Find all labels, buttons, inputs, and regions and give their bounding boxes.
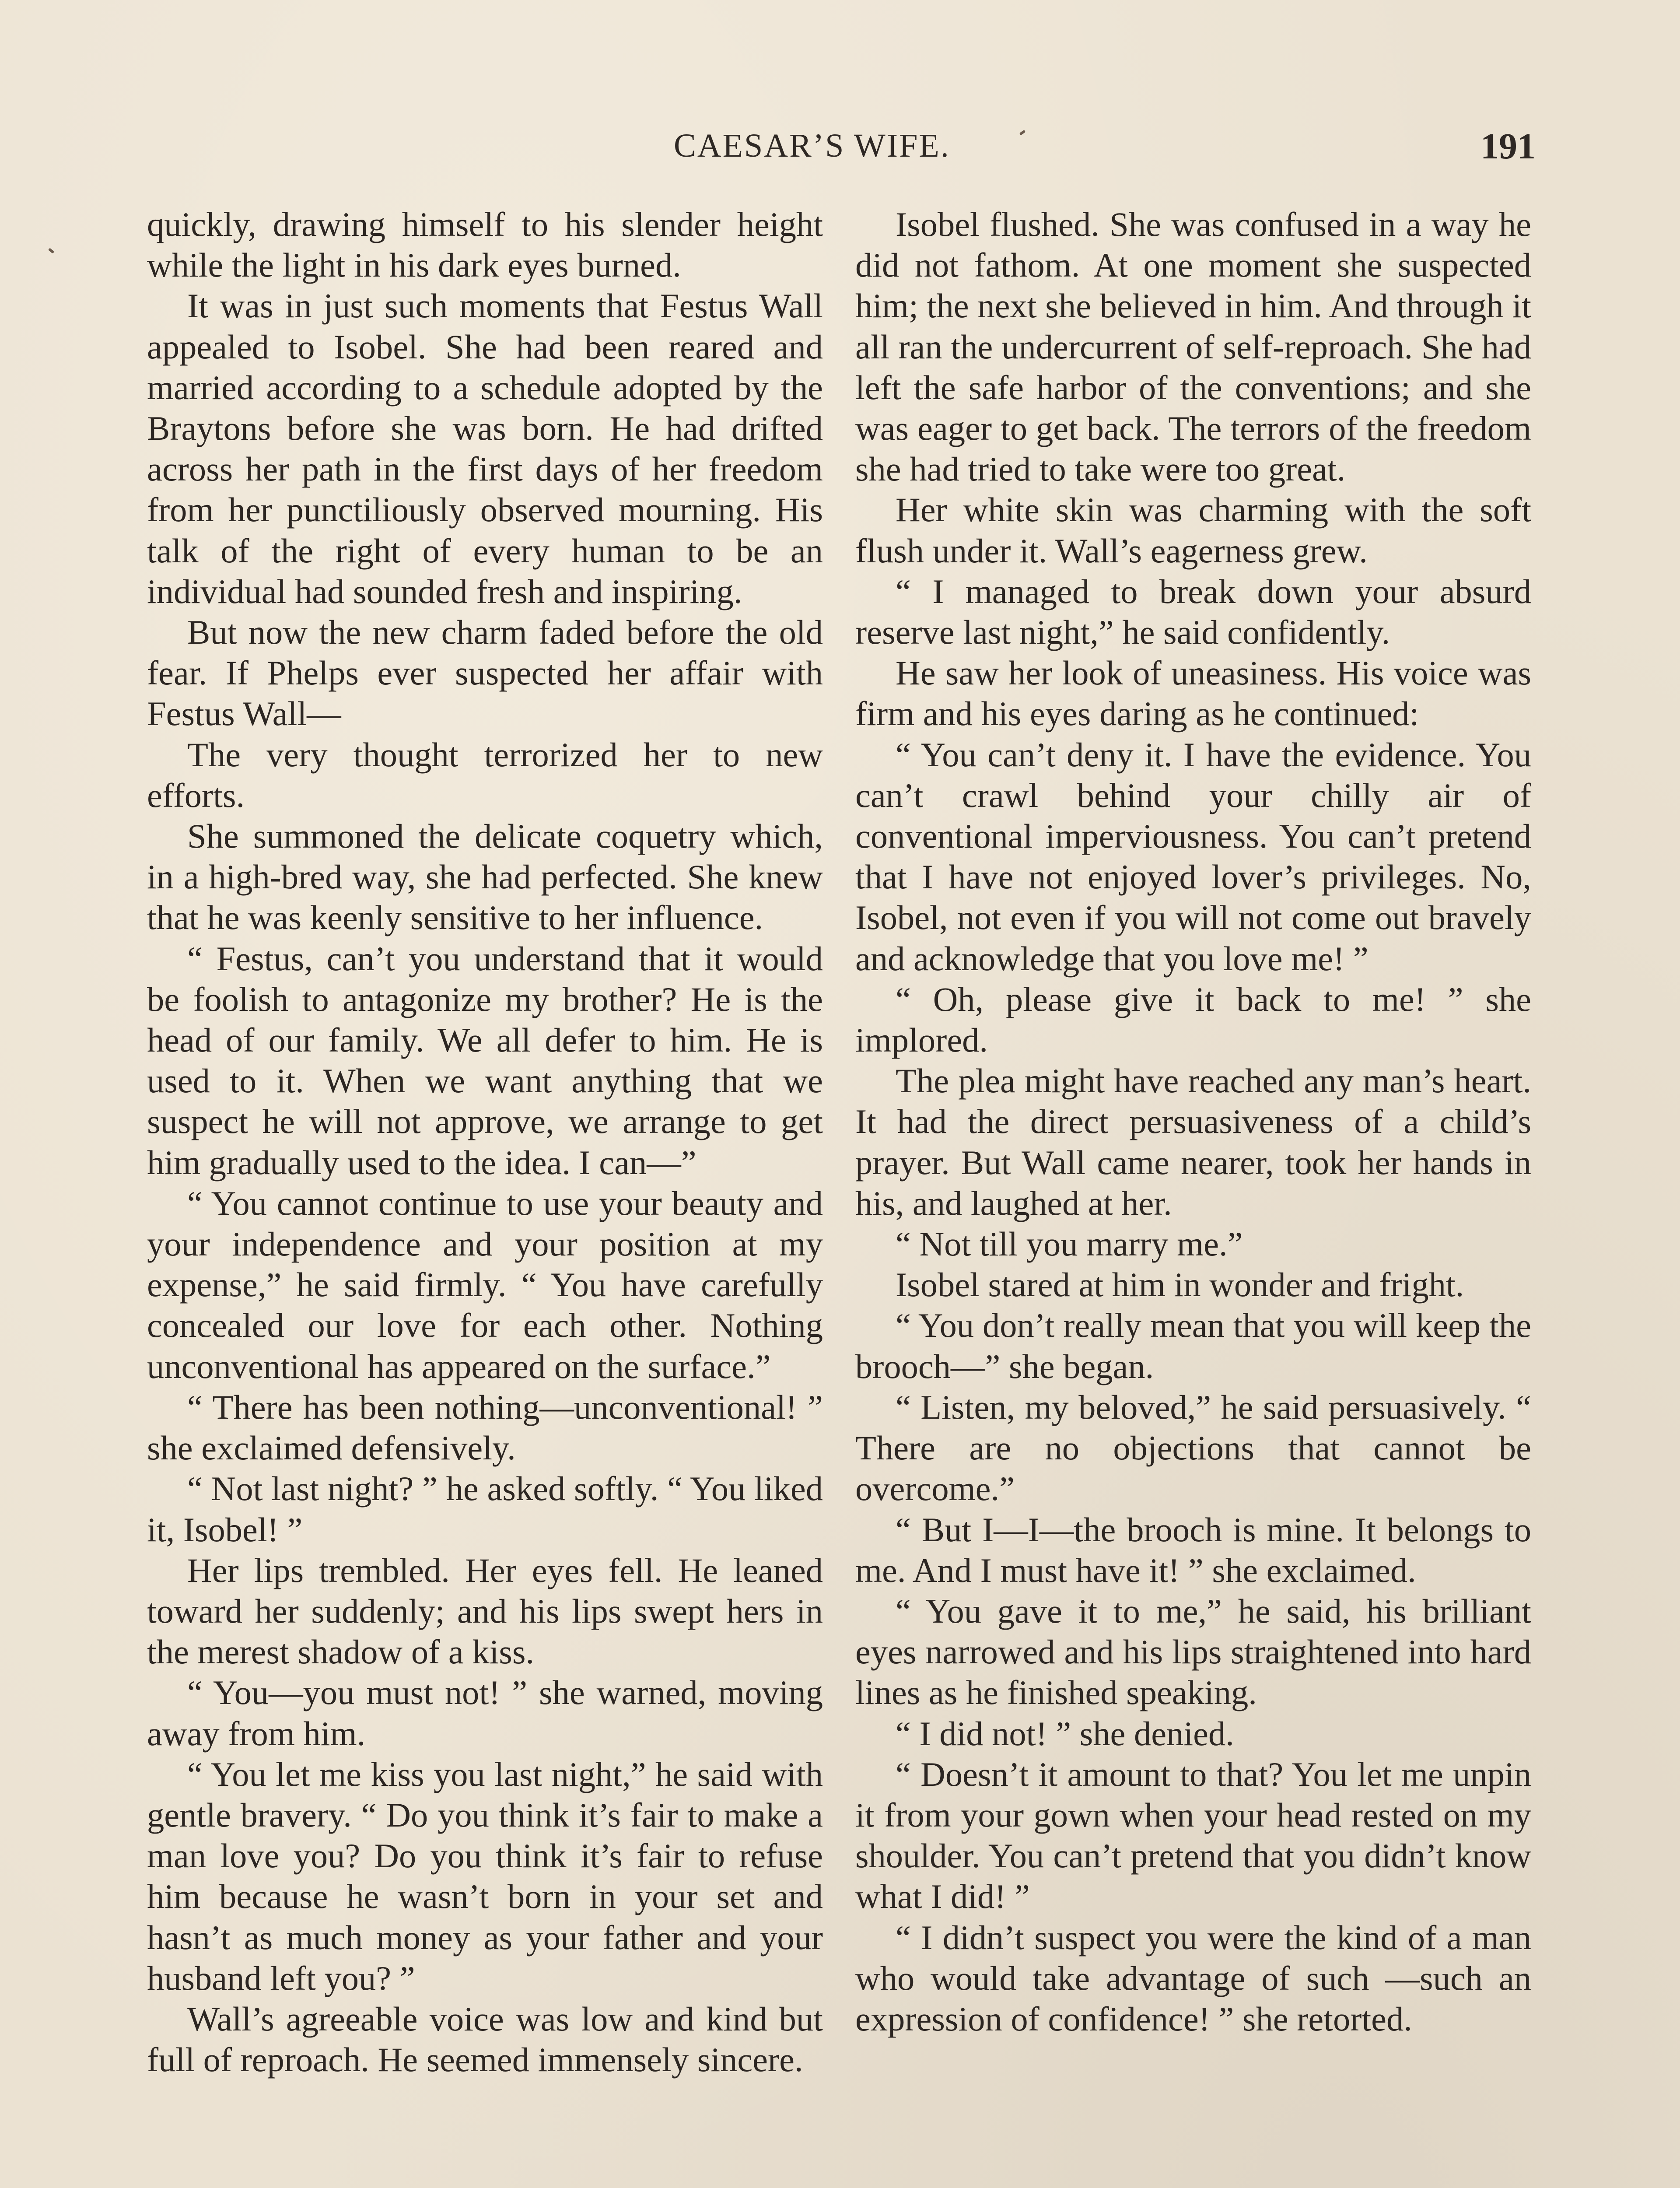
paragraph: “ Not last night? ” he asked softly. “ You liked it, Isobel! ”: [147, 1469, 823, 1549]
paragraph: It was in just such moments that Festus Wall appealed to Isobel. She had been reared and married according to a schedule adopted by the Braytons before she was born. He had drifted across her path in the first days of her freedom from her punctiliously observed mourning. His talk of the right of every human to be an individual had sounded fresh and inspiring.: [147, 287, 823, 610]
paragraph: Her white skin was charming with the soft flush under it. Wall’s eagerness grew.: [855, 491, 1531, 570]
paragraph: The very thought terrorized her to new efforts.: [147, 735, 823, 814]
left-column: [147, 204, 823, 2080]
paragraph: Isobel stared at him in wonder and fright.: [896, 1266, 1464, 1304]
page-number: 191: [1480, 126, 1536, 167]
paragraph: “ I did not! ” she denied.: [896, 1714, 1234, 1753]
paragraph: “ Listen, my beloved,” he said persuasively. “ There are no objections that cannot be overcome.”: [855, 1388, 1531, 1508]
paragraph: Her lips trembled. Her eyes fell. He leaned toward her suddenly; and his lips swept hers in the merest shadow of a kiss.: [147, 1551, 823, 1671]
paragraph: “ Oh, please give it back to me! ” she implored.: [855, 980, 1531, 1059]
paragraph: “ Doesn’t it amount to that? You let me unpin it from your gown when your head rested on my shoulder. You can’t pretend that you didn’t know what I did! ”: [855, 1755, 1531, 1916]
page-header: [144, 127, 1536, 175]
paragraph: “ You can’t deny it. I have the evidence. You can’t crawl behind your chilly air of conventional imperviousness. You can’t pretend that I have not enjoyed lover’s privileges. No, Isobel, not even if you will not come out bravely and acknowledge that you love me! ”: [855, 735, 1531, 978]
paragraph: “ Not till you marry me.”: [896, 1225, 1243, 1263]
paragraph: “ You let me kiss you last night,” he said with gentle bravery. “ Do you think it’s fair to make a man love you? Do you think it’s fair to refuse him because he wasn’t born in your set and hasn’t as much money as your father and your husband left you? ”: [147, 1755, 823, 1997]
paragraph: quickly, drawing himself to his slender height while the light in his dark eyes burned.: [147, 205, 823, 284]
paragraph: He saw her look of uneasiness. His voice was firm and his eyes daring as he continued:: [855, 654, 1531, 733]
paragraph: She summoned the delicate coquetry which, in a high-bred way, she had perfected. She knew that he was keenly sensitive to her influence.: [147, 817, 823, 937]
paragraph: “ You don’t really mean that you will keep the brooch—” she began.: [855, 1306, 1531, 1385]
paragraph: Wall’s agreeable voice was low and kind but full of reproach. He seemed immensely sincere.: [147, 1999, 823, 2079]
paragraph: “ You cannot continue to use your beauty and your independence and your position at my expense,” he said firmly. “ You have carefully concealed our love for each other. Nothing unconventional has appeared on the surface.”: [147, 1184, 823, 1385]
paragraph: “ I managed to break down your absurd reserve last night,” he said confidently.: [855, 572, 1531, 652]
paragraph: “ Festus, can’t you understand that it would be foolish to antagonize my brother? He is the head of our family. We all defer to him. He is used to it. When we want anything that we suspect he will not approve, we arrange to get him gradually used to the idea. I can—”: [147, 939, 823, 1182]
running-title: CAESAR’S WIFE.: [674, 127, 950, 164]
paragraph: “ But I—I—the brooch is mine. It belongs to me. And I must have it! ” she exclaimed.: [855, 1510, 1531, 1589]
paragraph: “ You—you must not! ” she warned, moving away from him.: [147, 1673, 823, 1753]
right-column: [855, 204, 1531, 2039]
paragraph: But now the new charm faded before the old fear. If Phelps ever suspected her affair with Festus Wall—: [147, 613, 823, 733]
paragraph: “ I didn’t suspect you were the kind of a man who would take advantage of such —such an expression of confidence! ” she retorted.: [855, 1918, 1531, 2038]
paragraph: “ There has been nothing—unconventional! ” she exclaimed defensively.: [147, 1388, 823, 1467]
paragraph: Isobel flushed. She was confused in a way he did not fathom. At one moment she suspected him; the next she believed in him. And through it all ran the undercurrent of self-reproach. She had left the safe harbor of the conventions; and she was eager to get back. The terrors of the freedom she had tried to take were too great.: [855, 205, 1531, 488]
paragraph: “ You gave it to me,” he said, his brilliant eyes narrowed and his lips straightened into hard lines as he finished speaking.: [855, 1592, 1531, 1712]
ink-speck: [48, 248, 55, 254]
paragraph: The plea might have reached any man’s heart. It had the direct persuasiveness of a child’s prayer. But Wall came nearer, took her hands in his, and laughed at her.: [855, 1062, 1531, 1222]
